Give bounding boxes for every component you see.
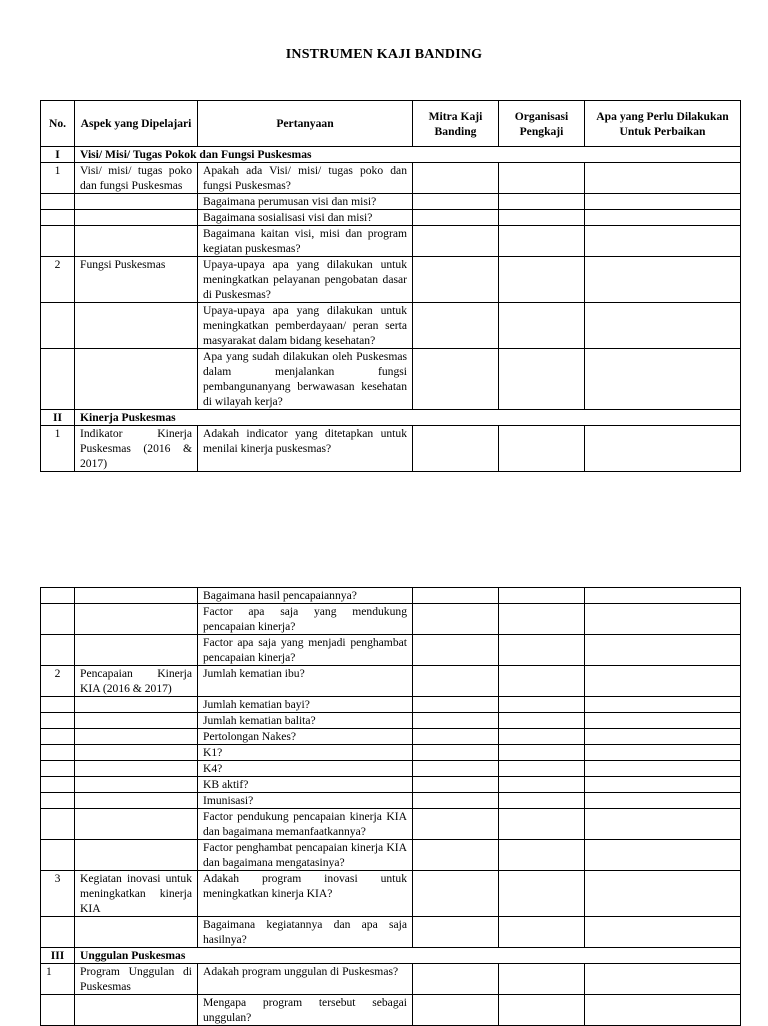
question-row — [41, 697, 741, 713]
mitra-cell[interactable] — [413, 964, 499, 995]
mitra-cell[interactable] — [413, 194, 499, 210]
pertanyaan-cell: Upaya-upaya apa yang dilakukan untuk meningkatkan pemberdayaan/ peran serta masyarakat dalam bidang kesehatan? — [198, 303, 413, 349]
document-title: INSTRUMEN KAJI BANDING — [285, 47, 483, 62]
pertanyaan-cell: Upaya-upaya apa yang dilakukan untuk meningkatkan pelayanan pengobatan dasar di Puskesmas? — [198, 257, 413, 303]
row-number — [41, 917, 75, 948]
pertanyaan-cell: Factor penghambat pencapaian kinerja KIA dan bagaimana mengatasinya? — [198, 840, 413, 871]
organisasi-cell[interactable] — [499, 840, 585, 871]
perbaikan-cell[interactable] — [585, 635, 741, 666]
perbaikan-cell[interactable] — [585, 163, 741, 194]
question-row — [41, 194, 741, 210]
question-row — [41, 666, 741, 697]
mitra-cell[interactable] — [413, 809, 499, 840]
row-number — [41, 745, 75, 761]
aspek-cell — [75, 635, 198, 666]
header-aspek: Aspek yang Dipelajari — [75, 101, 198, 147]
perbaikan-cell[interactable] — [585, 426, 741, 472]
aspek-cell — [75, 588, 198, 604]
aspek-cell — [75, 729, 198, 745]
header-pertanyaan: Pertanyaan — [198, 101, 413, 147]
mitra-cell[interactable] — [413, 713, 499, 729]
question-row — [41, 871, 741, 917]
pertanyaan-cell: Factor apa saja yang menjadi penghambat pencapaian kinerja? — [198, 635, 413, 666]
aspek-cell — [75, 697, 198, 713]
pertanyaan-cell: Imunisasi? — [198, 793, 413, 809]
aspek-cell — [75, 995, 198, 1026]
perbaikan-cell[interactable] — [585, 666, 741, 697]
question-row — [41, 809, 741, 840]
organisasi-cell[interactable] — [499, 604, 585, 635]
mitra-cell[interactable] — [413, 426, 499, 472]
mitra-cell[interactable] — [413, 995, 499, 1026]
section-row — [41, 410, 741, 426]
perbaikan-cell[interactable] — [585, 745, 741, 761]
mitra-cell[interactable] — [413, 745, 499, 761]
mitra-cell[interactable] — [413, 349, 499, 410]
row-number: 3 — [41, 871, 75, 917]
row-number — [41, 995, 75, 1026]
question-row — [41, 303, 741, 349]
pertanyaan-cell: Bagaimana perumusan visi dan misi? — [198, 194, 413, 210]
pertanyaan-cell: Apa yang sudah dilakukan oleh Puskesmas dalam menjalankan fungsi pembangunanyang berwawasan kesehatan di wilayah kerja? — [198, 349, 413, 410]
pertanyaan-cell: Bagaimana kegiatannya dan apa saja hasilnya? — [198, 917, 413, 948]
mitra-cell[interactable] — [413, 777, 499, 793]
aspek-cell — [75, 194, 198, 210]
aspek-cell — [75, 604, 198, 635]
section-number: I — [41, 147, 75, 163]
mitra-cell[interactable] — [413, 257, 499, 303]
aspek-cell: Fungsi Puskesmas — [75, 257, 198, 303]
aspek-cell: Pencapaian Kinerja KIA (2016 & 2017) — [75, 666, 198, 697]
pertanyaan-cell: Adakah program inovasi untuk meningkatkan kinerja KIA? — [198, 871, 413, 917]
pertanyaan-cell: KB aktif? — [198, 777, 413, 793]
question-row — [41, 257, 741, 303]
organisasi-cell[interactable] — [499, 745, 585, 761]
header-mitra: Mitra Kaji Banding — [413, 101, 499, 147]
organisasi-cell[interactable] — [499, 793, 585, 809]
pertanyaan-cell: Factor pendukung pencapaian kinerja KIA dan bagaimana memanfaatkannya? — [198, 809, 413, 840]
section-title: Visi/ Misi/ Tugas Pokok dan Fungsi Puskesmas — [75, 147, 741, 163]
row-number — [41, 303, 75, 349]
mitra-cell[interactable] — [413, 635, 499, 666]
aspek-cell — [75, 917, 198, 948]
mitra-cell[interactable] — [413, 917, 499, 948]
row-number — [41, 729, 75, 745]
mitra-cell[interactable] — [413, 729, 499, 745]
organisasi-cell[interactable] — [499, 995, 585, 1026]
aspek-cell — [75, 745, 198, 761]
pertanyaan-cell: Bagaimana kaitan visi, misi dan program kegiatan puskesmas? — [198, 226, 413, 257]
perbaikan-cell[interactable] — [585, 729, 741, 745]
instrument-table-part-2 — [40, 587, 741, 1026]
row-number: 1 — [41, 426, 75, 472]
perbaikan-cell[interactable] — [585, 917, 741, 948]
question-row — [41, 917, 741, 948]
row-number — [41, 809, 75, 840]
pertanyaan-cell: Adakah indicator yang ditetapkan untuk menilai kinerja puskesmas? — [198, 426, 413, 472]
perbaikan-cell[interactable] — [585, 604, 741, 635]
pertanyaan-cell: Mengapa program tersebut sebagai unggulan? — [198, 995, 413, 1026]
aspek-cell: Kegiatan inovasi untuk meningkatkan kinerja KIA — [75, 871, 198, 917]
question-row — [41, 793, 741, 809]
row-number — [41, 840, 75, 871]
row-number: 2 — [41, 257, 75, 303]
question-row — [41, 761, 741, 777]
perbaikan-cell[interactable] — [585, 349, 741, 410]
organisasi-cell[interactable] — [499, 226, 585, 257]
perbaikan-cell[interactable] — [585, 777, 741, 793]
organisasi-cell[interactable] — [499, 809, 585, 840]
organisasi-cell[interactable] — [499, 666, 585, 697]
row-number — [41, 588, 75, 604]
organisasi-cell[interactable] — [499, 210, 585, 226]
row-number: 1 — [41, 964, 75, 995]
row-number — [41, 777, 75, 793]
question-row — [41, 210, 741, 226]
question-row — [41, 745, 741, 761]
pertanyaan-cell: Factor apa saja yang mendukung pencapaian kinerja? — [198, 604, 413, 635]
question-row — [41, 840, 741, 871]
section-row — [41, 147, 741, 163]
perbaikan-cell[interactable] — [585, 303, 741, 349]
section-row — [41, 948, 741, 964]
question-row — [41, 604, 741, 635]
section-title: Unggulan Puskesmas — [75, 948, 741, 964]
perbaikan-cell[interactable] — [585, 809, 741, 840]
question-row — [41, 426, 741, 472]
row-number: 1 — [41, 163, 75, 194]
organisasi-cell[interactable] — [499, 426, 585, 472]
organisasi-cell[interactable] — [499, 303, 585, 349]
organisasi-cell[interactable] — [499, 871, 585, 917]
pertanyaan-cell: Apakah ada Visi/ misi/ tugas poko dan fungsi Puskesmas? — [198, 163, 413, 194]
mitra-cell[interactable] — [413, 793, 499, 809]
question-row — [41, 349, 741, 410]
pertanyaan-cell: Jumlah kematian bayi? — [198, 697, 413, 713]
organisasi-cell[interactable] — [499, 761, 585, 777]
row-number: 2 — [41, 666, 75, 697]
pertanyaan-cell: K1? — [198, 745, 413, 761]
question-row — [41, 226, 741, 257]
mitra-cell[interactable] — [413, 303, 499, 349]
mitra-cell[interactable] — [413, 163, 499, 194]
pertanyaan-cell: Adakah program unggulan di Puskesmas? — [198, 964, 413, 995]
mitra-cell[interactable] — [413, 226, 499, 257]
aspek-cell — [75, 210, 198, 226]
organisasi-cell[interactable] — [499, 588, 585, 604]
perbaikan-cell[interactable] — [585, 194, 741, 210]
aspek-cell — [75, 713, 198, 729]
aspek-cell: Program Unggulan di Puskesmas — [75, 964, 198, 995]
table-body-1 — [41, 147, 741, 472]
row-number — [41, 604, 75, 635]
pertanyaan-cell: Jumlah kematian ibu? — [198, 666, 413, 697]
pertanyaan-cell: Pertolongan Nakes? — [198, 729, 413, 745]
perbaikan-cell[interactable] — [585, 257, 741, 303]
organisasi-cell[interactable] — [499, 635, 585, 666]
row-number — [41, 194, 75, 210]
organisasi-cell[interactable] — [499, 697, 585, 713]
row-number — [41, 349, 75, 410]
aspek-cell — [75, 226, 198, 257]
instrument-table-part-1 — [40, 100, 741, 472]
section-title: Kinerja Puskesmas — [75, 410, 741, 426]
aspek-cell — [75, 303, 198, 349]
header-perbaikan: Apa yang Perlu Dilakukan Untuk Perbaikan — [585, 101, 741, 147]
table-header-row — [41, 101, 741, 147]
perbaikan-cell[interactable] — [585, 793, 741, 809]
aspek-cell — [75, 809, 198, 840]
question-row — [41, 729, 741, 745]
pertanyaan-cell: Jumlah kematian balita? — [198, 713, 413, 729]
section-number: III — [41, 948, 75, 964]
question-row — [41, 777, 741, 793]
table-body-2 — [41, 588, 741, 1026]
aspek-cell — [75, 761, 198, 777]
row-number — [41, 635, 75, 666]
mitra-cell[interactable] — [413, 761, 499, 777]
row-number — [41, 226, 75, 257]
mitra-cell[interactable] — [413, 840, 499, 871]
question-row — [41, 588, 741, 604]
organisasi-cell[interactable] — [499, 349, 585, 410]
perbaikan-cell[interactable] — [585, 697, 741, 713]
row-number — [41, 713, 75, 729]
question-row — [41, 635, 741, 666]
organisasi-cell[interactable] — [499, 777, 585, 793]
organisasi-cell[interactable] — [499, 257, 585, 303]
mitra-cell[interactable] — [413, 604, 499, 635]
mitra-cell[interactable] — [413, 871, 499, 917]
mitra-cell[interactable] — [413, 697, 499, 713]
row-number — [41, 761, 75, 777]
aspek-cell — [75, 793, 198, 809]
perbaikan-cell[interactable] — [585, 588, 741, 604]
section-number: II — [41, 410, 75, 426]
organisasi-cell[interactable] — [499, 713, 585, 729]
question-row — [41, 964, 741, 995]
perbaikan-cell[interactable] — [585, 713, 741, 729]
perbaikan-cell[interactable] — [585, 226, 741, 257]
mitra-cell[interactable] — [413, 666, 499, 697]
organisasi-cell[interactable] — [499, 917, 585, 948]
perbaikan-cell[interactable] — [585, 761, 741, 777]
mitra-cell[interactable] — [413, 210, 499, 226]
organisasi-cell[interactable] — [499, 964, 585, 995]
pertanyaan-cell: Bagaimana sosialisasi visi dan misi? — [198, 210, 413, 226]
question-row — [41, 163, 741, 194]
mitra-cell[interactable] — [413, 588, 499, 604]
question-row — [41, 713, 741, 729]
pertanyaan-cell: Bagaimana hasil pencapaiannya? — [198, 588, 413, 604]
row-number — [41, 793, 75, 809]
aspek-cell: Visi/ misi/ tugas poko dan fungsi Puskesmas — [75, 163, 198, 194]
row-number — [41, 210, 75, 226]
organisasi-cell[interactable] — [499, 194, 585, 210]
aspek-cell — [75, 840, 198, 871]
question-row — [41, 995, 741, 1026]
aspek-cell — [75, 777, 198, 793]
perbaikan-cell[interactable] — [585, 840, 741, 871]
organisasi-cell[interactable] — [499, 163, 585, 194]
aspek-cell: Indikator Kinerja Puskesmas (2016 & 2017) — [75, 426, 198, 472]
perbaikan-cell[interactable] — [585, 210, 741, 226]
perbaikan-cell[interactable] — [585, 871, 741, 917]
aspek-cell — [75, 349, 198, 410]
organisasi-cell[interactable] — [499, 729, 585, 745]
perbaikan-cell[interactable] — [585, 995, 741, 1026]
header-organisasi: Organisasi Pengkaji — [499, 101, 585, 147]
row-number — [41, 697, 75, 713]
pertanyaan-cell: K4? — [198, 761, 413, 777]
perbaikan-cell[interactable] — [585, 964, 741, 995]
header-no: No. — [41, 101, 75, 147]
